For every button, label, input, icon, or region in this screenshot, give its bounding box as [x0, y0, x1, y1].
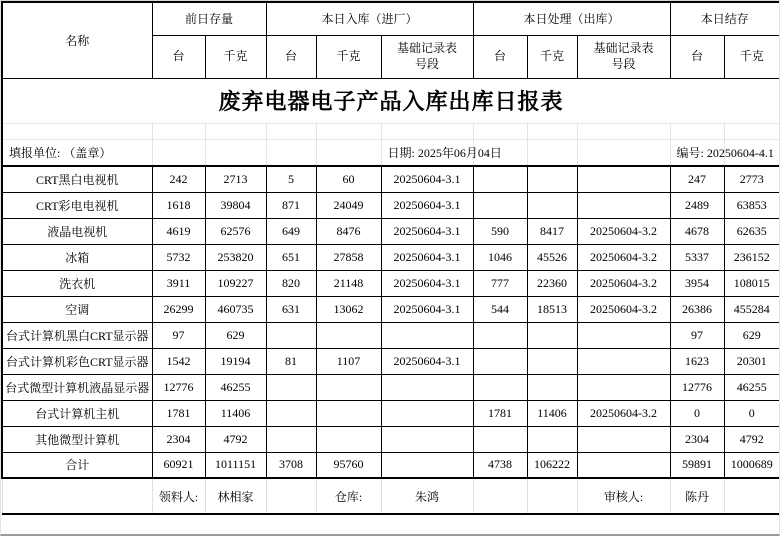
data-cell[interactable]: [577, 192, 670, 218]
data-cell[interactable]: [473, 192, 527, 218]
picker-label: 领料人:: [152, 478, 205, 514]
data-cell[interactable]: [577, 374, 670, 400]
data-cell[interactable]: [473, 348, 527, 374]
data-cell[interactable]: 13062: [316, 296, 381, 322]
data-cell[interactable]: [381, 400, 473, 426]
data-cell[interactable]: 20250604-3.2: [577, 218, 670, 244]
data-cell[interactable]: 95760: [316, 452, 381, 478]
col-group-outbound: 本日处理（出库）: [473, 2, 670, 35]
grid-cell: [381, 123, 473, 139]
data-cell[interactable]: 2304: [152, 426, 205, 452]
data-cell[interactable]: 97: [152, 322, 205, 348]
grid-cell: [527, 139, 577, 166]
grid-cell: [724, 123, 780, 139]
col-header-kg: 千克: [724, 35, 780, 78]
data-cell[interactable]: 20250604-3.2: [577, 244, 670, 270]
data-cell[interactable]: 21148: [316, 270, 381, 296]
row-name-cell[interactable]: 冰箱: [2, 244, 152, 270]
data-cell[interactable]: 109227: [205, 270, 266, 296]
data-cell[interactable]: 649: [266, 218, 316, 244]
table-row: [2, 244, 780, 270]
data-cell[interactable]: 20250604-3.2: [577, 296, 670, 322]
row-name-cell[interactable]: 液晶电视机: [2, 218, 152, 244]
data-cell[interactable]: 2304: [670, 426, 724, 452]
grid-cell: [266, 123, 316, 139]
table-body: [2, 166, 780, 478]
data-cell[interactable]: 1000689: [724, 452, 780, 478]
report-serial-field[interactable]: 编号: 20250604-4.1: [670, 139, 724, 166]
data-cell[interactable]: 871: [266, 192, 316, 218]
data-cell[interactable]: [381, 426, 473, 452]
data-cell[interactable]: 629: [724, 322, 780, 348]
data-cell[interactable]: 26299: [152, 296, 205, 322]
col-group-prev-stock: 前日存量: [152, 2, 266, 35]
data-cell[interactable]: 108015: [724, 270, 780, 296]
data-cell[interactable]: 2713: [205, 166, 266, 192]
col-header-kg: 千克: [205, 35, 266, 78]
data-cell[interactable]: [577, 426, 670, 452]
data-cell[interactable]: [381, 322, 473, 348]
row-name-cell[interactable]: CRT彩电电视机: [2, 192, 152, 218]
data-cell[interactable]: 20250604-3.1: [381, 218, 473, 244]
table-row: [2, 218, 780, 244]
col-group-inbound: 本日入库（进厂）: [266, 2, 473, 35]
data-cell[interactable]: 253820: [205, 244, 266, 270]
data-cell[interactable]: 24049: [316, 192, 381, 218]
grid-cell: [2, 478, 152, 514]
data-cell[interactable]: 12776: [152, 374, 205, 400]
data-cell[interactable]: 777: [473, 270, 527, 296]
grid-cell: [527, 478, 577, 514]
col-header-record-range: 基础记录表 号段: [577, 35, 670, 78]
data-cell[interactable]: 5337: [670, 244, 724, 270]
table-row: [2, 322, 780, 348]
col-header-kg: 千克: [527, 35, 577, 78]
col-header-units: 台: [473, 35, 527, 78]
data-cell[interactable]: 242: [152, 166, 205, 192]
data-cell[interactable]: 5: [266, 166, 316, 192]
table-row: [2, 166, 780, 192]
grid-cell: [577, 139, 670, 166]
data-cell[interactable]: 46255: [724, 374, 780, 400]
data-cell[interactable]: [577, 166, 670, 192]
report-date-field[interactable]: 日期: 2025年06月04日: [381, 139, 473, 166]
data-cell[interactable]: 97: [670, 322, 724, 348]
data-cell[interactable]: [473, 426, 527, 452]
data-cell[interactable]: 20250604-3.1: [381, 270, 473, 296]
data-cell[interactable]: 20250604-3.1: [381, 192, 473, 218]
data-cell[interactable]: 590: [473, 218, 527, 244]
data-cell[interactable]: [577, 452, 670, 478]
data-cell[interactable]: [316, 374, 381, 400]
data-cell[interactable]: 0: [724, 400, 780, 426]
data-cell[interactable]: 60: [316, 166, 381, 192]
page-title: 废弃电器电子产品入库出库日报表: [2, 78, 780, 123]
data-cell[interactable]: [527, 374, 577, 400]
data-cell[interactable]: [527, 348, 577, 374]
col-header-record-range: 基础记录表 号段: [381, 35, 473, 78]
data-cell[interactable]: [527, 166, 577, 192]
col-header-units: 台: [670, 35, 724, 78]
table-row: [2, 348, 780, 374]
data-cell[interactable]: 631: [266, 296, 316, 322]
data-cell[interactable]: 460735: [205, 296, 266, 322]
warehouse-label: 仓库:: [316, 478, 381, 514]
col-header-kg: 千克: [316, 35, 381, 78]
data-cell[interactable]: 11406: [205, 400, 266, 426]
table-row: [2, 452, 780, 478]
grid-cell: [266, 478, 316, 514]
grid-cell: [527, 123, 577, 139]
row-name-cell[interactable]: CRT黑白电视机: [2, 166, 152, 192]
data-cell[interactable]: 59891: [670, 452, 724, 478]
data-cell[interactable]: 12776: [670, 374, 724, 400]
data-cell[interactable]: 20250604-3.2: [577, 400, 670, 426]
data-cell[interactable]: 20250604-3.1: [381, 296, 473, 322]
col-header-units: 台: [266, 35, 316, 78]
grid-cell: [152, 139, 205, 166]
data-cell[interactable]: 236152: [724, 244, 780, 270]
data-cell[interactable]: [266, 426, 316, 452]
data-cell[interactable]: [381, 374, 473, 400]
data-cell[interactable]: [473, 374, 527, 400]
grid-cell: [577, 123, 670, 139]
data-cell[interactable]: 22360: [527, 270, 577, 296]
report-unit-field[interactable]: 填报单位: （盖章）: [2, 139, 152, 166]
data-cell[interactable]: 26386: [670, 296, 724, 322]
data-cell[interactable]: [381, 452, 473, 478]
data-cell[interactable]: 455284: [724, 296, 780, 322]
data-cell[interactable]: 1781: [152, 400, 205, 426]
data-cell[interactable]: [577, 322, 670, 348]
grid-cell: [316, 123, 381, 139]
data-cell[interactable]: 0: [670, 400, 724, 426]
data-cell[interactable]: [316, 322, 381, 348]
data-cell[interactable]: [527, 322, 577, 348]
data-cell[interactable]: 18513: [527, 296, 577, 322]
row-name-cell[interactable]: 台式计算机彩色CRT显示器: [2, 348, 152, 374]
data-cell[interactable]: 4792: [205, 426, 266, 452]
grid-cell: [473, 123, 527, 139]
grid-cell: [205, 139, 266, 166]
col-header-name: 名称: [2, 2, 152, 78]
data-cell[interactable]: 4792: [724, 426, 780, 452]
data-cell[interactable]: [527, 192, 577, 218]
data-cell[interactable]: 3954: [670, 270, 724, 296]
data-cell[interactable]: 27858: [316, 244, 381, 270]
data-cell[interactable]: 62635: [724, 218, 780, 244]
col-header-units: 台: [152, 35, 205, 78]
row-name-cell[interactable]: 合计: [2, 452, 152, 478]
grid-cell: [724, 478, 780, 514]
data-cell[interactable]: 4738: [473, 452, 527, 478]
data-cell[interactable]: 20301: [724, 348, 780, 374]
data-cell[interactable]: [527, 426, 577, 452]
data-cell[interactable]: 62576: [205, 218, 266, 244]
grid-cell: [670, 123, 724, 139]
data-cell[interactable]: 1618: [152, 192, 205, 218]
data-cell[interactable]: 45526: [527, 244, 577, 270]
row-name-cell[interactable]: 空调: [2, 296, 152, 322]
data-cell[interactable]: 20250604-3.2: [577, 270, 670, 296]
data-cell[interactable]: 1781: [473, 400, 527, 426]
data-cell[interactable]: [316, 400, 381, 426]
table-row: [2, 426, 780, 452]
data-cell[interactable]: 3911: [152, 270, 205, 296]
data-cell[interactable]: 20250604-3.1: [381, 244, 473, 270]
data-cell[interactable]: 2489: [670, 192, 724, 218]
data-cell[interactable]: [473, 166, 527, 192]
row-name-cell[interactable]: 台式计算机黑白CRT显示器: [2, 322, 152, 348]
data-cell[interactable]: 19194: [205, 348, 266, 374]
data-cell[interactable]: 39804: [205, 192, 266, 218]
data-cell[interactable]: 4678: [670, 218, 724, 244]
data-cell[interactable]: 1107: [316, 348, 381, 374]
report-sheet: [1, 1, 780, 515]
table-row: [2, 374, 780, 400]
table-row: [2, 296, 780, 322]
data-cell[interactable]: 60921: [152, 452, 205, 478]
data-cell[interactable]: 4619: [152, 218, 205, 244]
data-cell[interactable]: 11406: [527, 400, 577, 426]
data-cell[interactable]: [473, 322, 527, 348]
data-cell[interactable]: 247: [670, 166, 724, 192]
signature-row: [2, 478, 780, 514]
grid-strip-row: [2, 123, 780, 139]
data-cell[interactable]: [316, 426, 381, 452]
data-cell[interactable]: 20250604-3.1: [381, 348, 473, 374]
data-cell[interactable]: 8417: [527, 218, 577, 244]
data-cell[interactable]: 544: [473, 296, 527, 322]
row-name-cell[interactable]: 台式计算机主机: [2, 400, 152, 426]
data-cell[interactable]: [266, 400, 316, 426]
data-cell[interactable]: [266, 322, 316, 348]
data-cell[interactable]: 1542: [152, 348, 205, 374]
warehouse-name[interactable]: 朱鸿: [381, 478, 473, 514]
row-name-cell[interactable]: 台式微型计算机液晶显示器: [2, 374, 152, 400]
data-cell[interactable]: 2773: [724, 166, 780, 192]
col-group-balance: 本日结存: [670, 2, 780, 35]
data-cell[interactable]: 820: [266, 270, 316, 296]
grid-cell: [316, 139, 381, 166]
grid-cell: [2, 123, 152, 139]
row-name-cell[interactable]: 洗衣机: [2, 270, 152, 296]
data-cell[interactable]: 81: [266, 348, 316, 374]
data-cell[interactable]: 63853: [724, 192, 780, 218]
grid-cell: [152, 123, 205, 139]
table-row: [2, 400, 780, 426]
table-row: [2, 270, 780, 296]
data-cell[interactable]: 1011151: [205, 452, 266, 478]
data-cell[interactable]: 629: [205, 322, 266, 348]
info-row: [2, 139, 780, 166]
data-cell[interactable]: 1046: [473, 244, 527, 270]
grid-cell: [205, 123, 266, 139]
data-cell[interactable]: 5732: [152, 244, 205, 270]
row-name-cell[interactable]: 其他微型计算机: [2, 426, 152, 452]
data-cell[interactable]: [577, 348, 670, 374]
grid-cell: [266, 139, 316, 166]
data-cell[interactable]: 8476: [316, 218, 381, 244]
data-cell[interactable]: 20250604-3.1: [381, 166, 473, 192]
data-cell[interactable]: 651: [266, 244, 316, 270]
grid-cell: [473, 478, 527, 514]
data-cell[interactable]: 1623: [670, 348, 724, 374]
auditor-label: 审核人:: [577, 478, 670, 514]
data-cell[interactable]: [266, 374, 316, 400]
data-cell[interactable]: 106222: [527, 452, 577, 478]
table-row: [2, 192, 780, 218]
auditor-name[interactable]: 陈丹: [670, 478, 724, 514]
picker-name[interactable]: 林相家: [205, 478, 266, 514]
data-cell[interactable]: 46255: [205, 374, 266, 400]
data-cell[interactable]: 3708: [266, 452, 316, 478]
